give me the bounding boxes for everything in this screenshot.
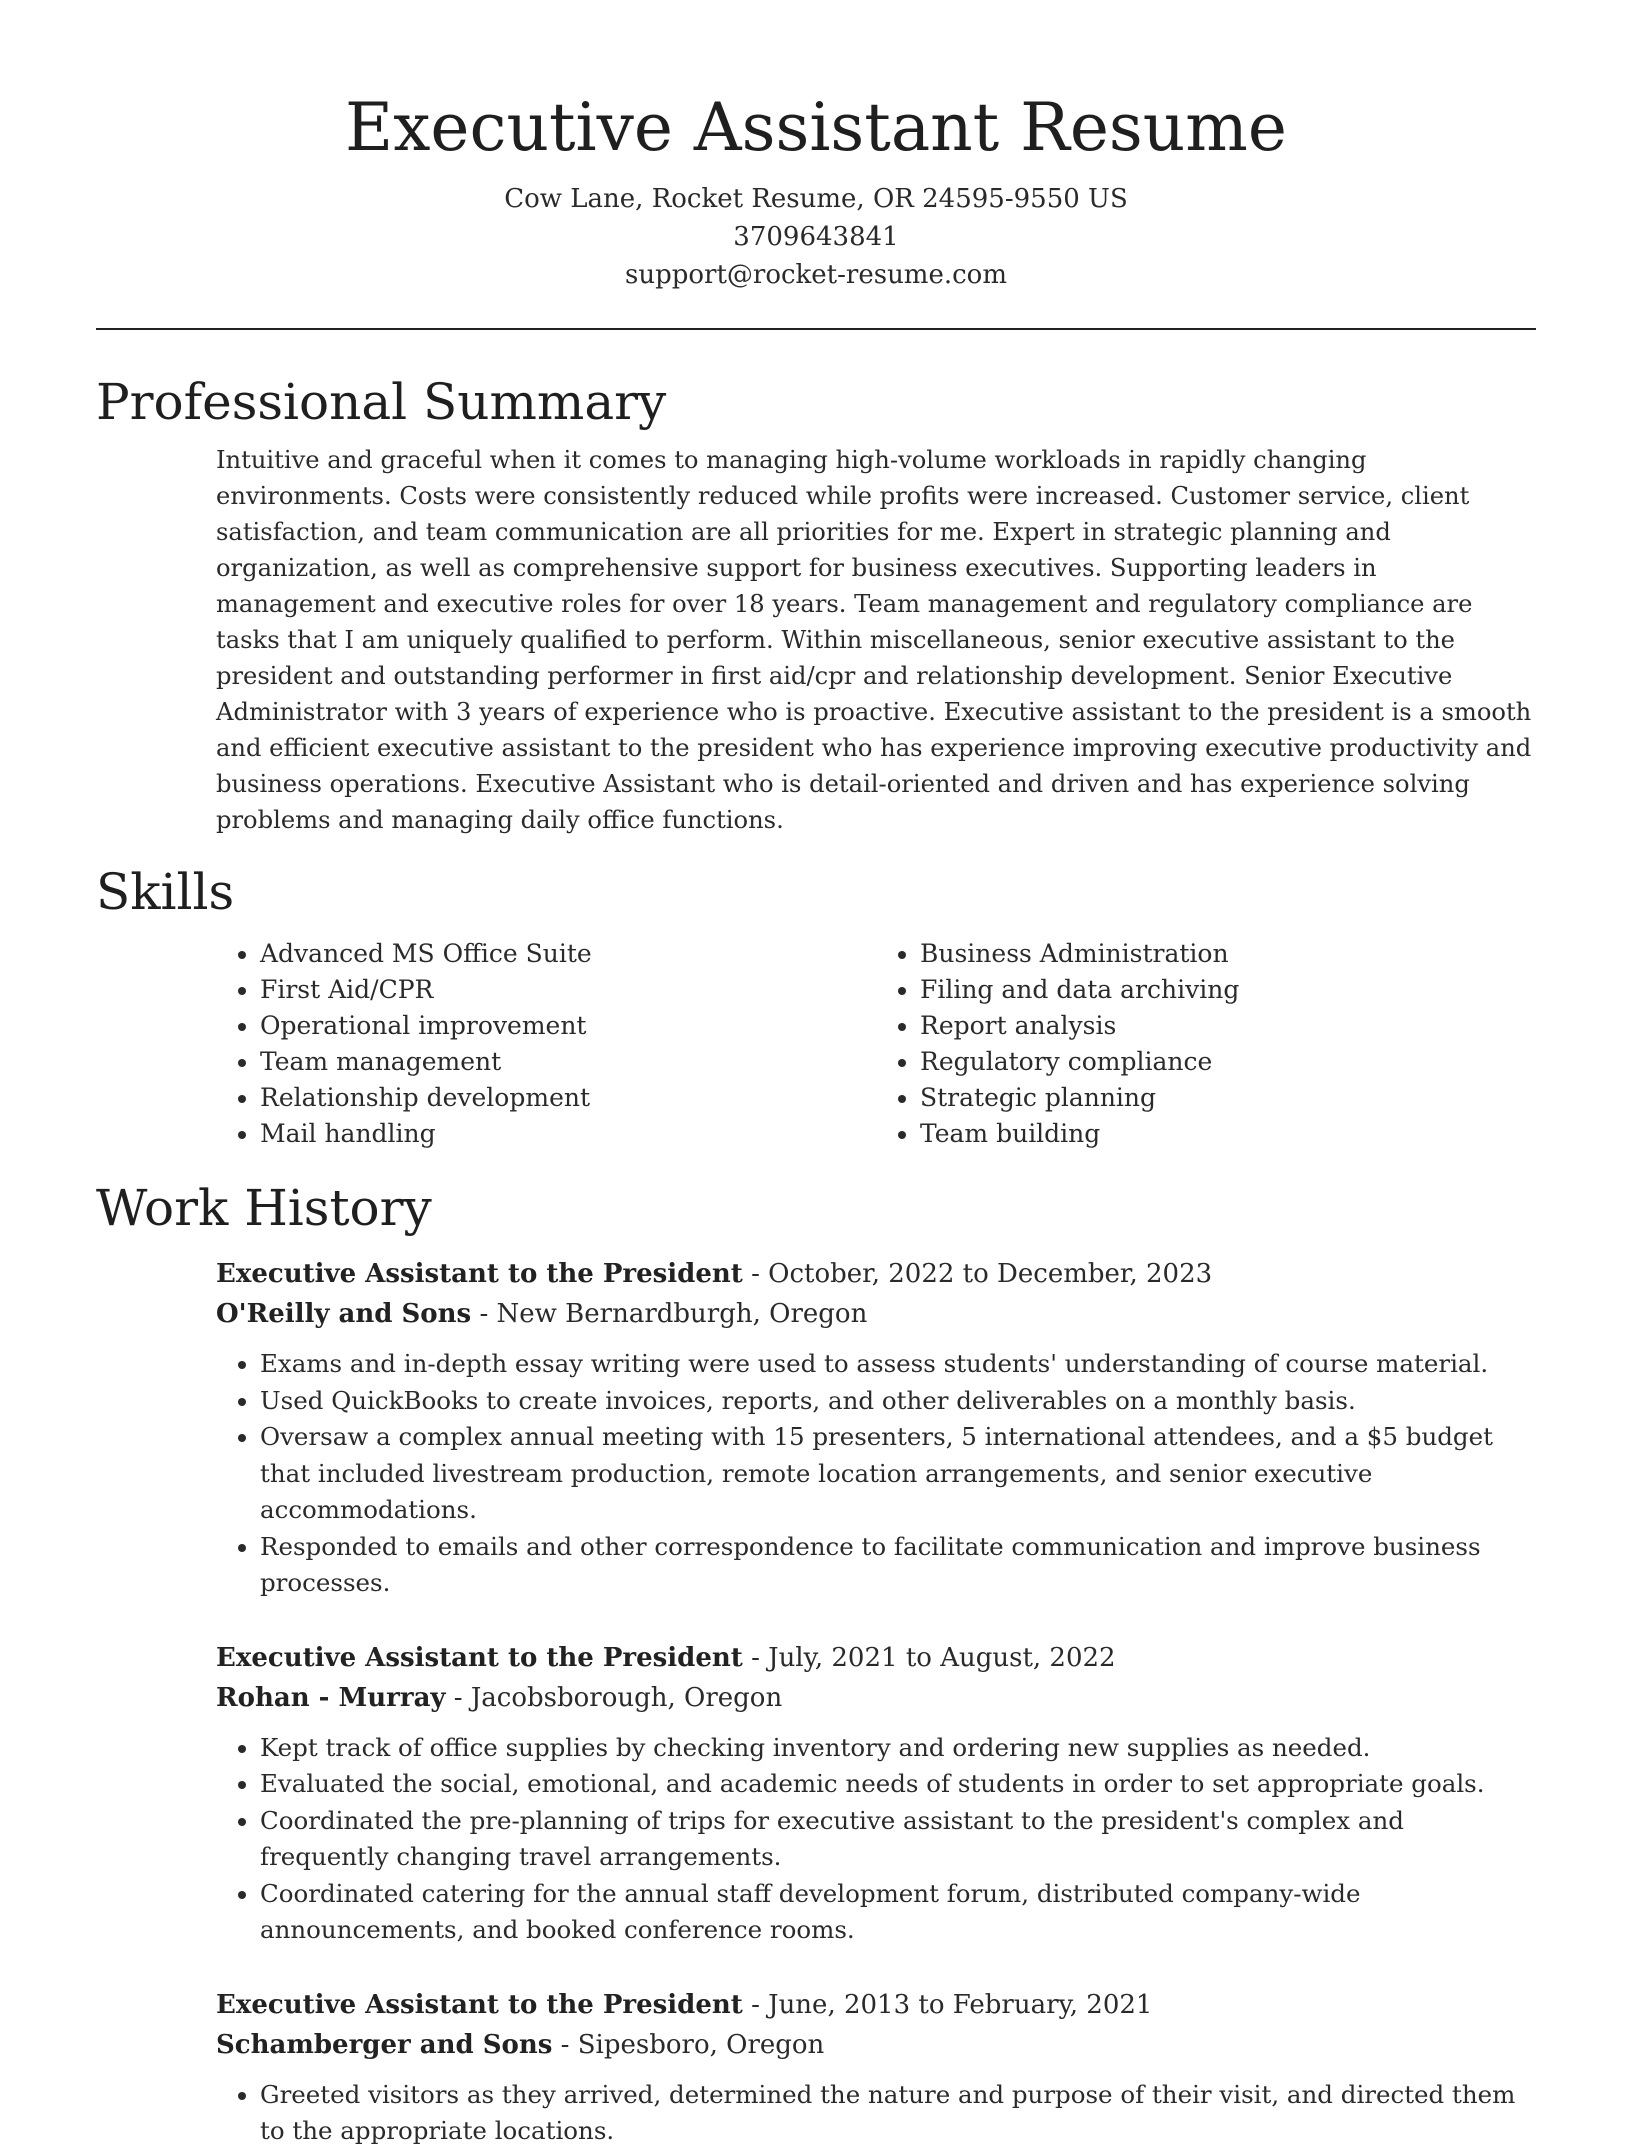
skills-column-left [216,936,876,1152]
job-bullet: • Exams and in-depth essay writing were used to assess students' understanding of course material. [260,1346,1536,1383]
skills-column-right [876,936,1536,1152]
skill-item: • First Aid/CPR [260,972,876,1008]
job-dates: - July, 2021 to August, 2022 [742,1642,1116,1673]
skill-item: • Advanced MS Office Suite [260,936,876,972]
job-title-line [216,1985,1536,2025]
skills-section [96,860,1536,1152]
job-bullet: • Greeted visitors as they arrived, determined the nature and purpose of their visit, and directed them to the appropriate locations. [260,2077,1536,2150]
address: Cow Lane, Rocket Resume, OR 24595-9550 US [504,184,1128,214]
resume-title: Executive Assistant Resume [345,89,1287,166]
job-entry [216,1254,1536,1602]
skill-item: • Team management [260,1044,876,1080]
email: support@rocket-resume.com [624,260,1007,290]
work-history-section [96,1176,1536,2150]
job-bullet: • Used QuickBooks to create invoices, reports, and other deliverables on a monthly basis. [260,1383,1536,1420]
skills-list [216,936,1536,1152]
skill-item: • Business Administration [920,936,1536,972]
job-bullets [216,2077,1536,2150]
job-bullet: • Kept track of office supplies by checking inventory and ordering new supplies as needed. [260,1730,1536,1767]
skill-item: • Report analysis [920,1008,1536,1044]
job-dates: - June, 2013 to February, 2021 [742,1989,1153,2020]
job-bullet: • Coordinated catering for the annual staff development forum, distributed company-wide announcements, and booked conference rooms. [260,1876,1536,1949]
job-company: Rohan - Murray [216,1682,446,1713]
job-entry [216,1638,1536,1949]
job-bullet: • Oversaw a complex annual meeting with 15 presenters, 5 international attendees, and a $5 budget that included livestream production, remote location arrangements, and senior executive accommodations. [260,1419,1536,1529]
skill-item: • Strategic planning [920,1080,1536,1116]
skills-heading: Skills [96,863,235,921]
job-role: Executive Assistant to the President [216,1642,743,1673]
skill-item: • Relationship development [260,1080,876,1116]
skill-item: • Team building [920,1116,1536,1152]
job-role: Executive Assistant to the President [216,1259,743,1289]
skill-item: • Mail handling [260,1116,876,1152]
job-bullet: • Responded to emails and other correspondence to facilitate communication and improve business processes. [260,1529,1536,1602]
job-company-line [216,1294,1536,1334]
job-bullets [216,1730,1536,1949]
job-entry [216,1985,1536,2150]
job-title-line [216,1638,1536,1678]
phone: 3709643841 [733,222,899,252]
job-company-line [216,2025,1536,2065]
job-location: - Jacobsborough, Oregon [445,1682,783,1713]
skill-item: • Regulatory compliance [920,1044,1536,1080]
job-role: Executive Assistant to the President [216,1989,743,2020]
job-company: O'Reilly and Sons [216,1299,472,1329]
job-location: - Sipesboro, Oregon [552,2029,825,2060]
job-company: Schamberger and Sons [216,2029,553,2060]
header-divider [96,328,1536,330]
resume-header [96,0,1536,294]
skill-item: • Filing and data archiving [920,972,1536,1008]
job-bullets [216,1346,1536,1602]
job-location: - New Bernardburgh, Oregon [471,1299,868,1329]
skill-item: • Operational improvement [260,1008,876,1044]
job-company-line [216,1678,1536,1718]
job-dates: - October, 2022 to December, 2023 [742,1259,1213,1289]
summary-text: Intuitive and graceful when it comes to managing high-volume workloads in rapidly changing environments. Costs were consistently reduced while profits were increased. Customer service, client satisfaction, and team communication are all priorities for me. Expert in strategic planning and organization, as well as comprehensive support for business executives. Supporting leaders in management and executive roles for over 18 years. Team management and regulatory compliance are tasks that I am uniquely qualified to perform. Within miscellaneous, senior executive assistant to the president and outstanding performer in first aid/cpr and relationship development. Senior Executive Administrator with 3 years of experience who is proactive. Executive assistant to the president is a smooth and efficient executive assistant to the president who has experience improving executive productivity and business operations. Executive Assistant who is detail-oriented and driven and has experience solving problems and managing daily office functions. [216,446,1532,834]
contact-info [96,180,1536,294]
work-history-heading: Work History [96,1179,432,1237]
summary-section [96,370,1536,838]
job-bullet: • Coordinated the pre-planning of trips for executive assistant to the president's complex and frequently changing travel arrangements. [260,1803,1536,1876]
job-title-line [216,1254,1536,1294]
summary-heading: Professional Summary [96,373,667,431]
job-bullet: • Evaluated the social, emotional, and academic needs of students in order to set appropriate goals. [260,1766,1536,1803]
